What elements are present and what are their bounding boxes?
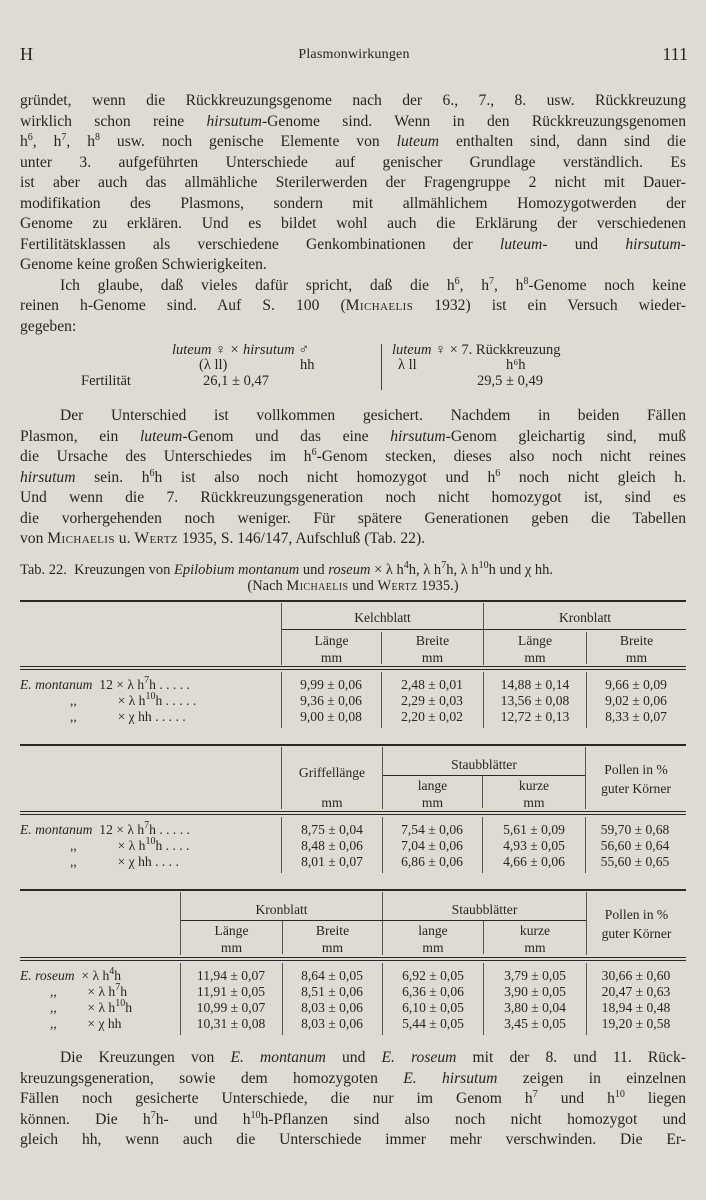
t2-group-staubblaetter: Staubblätter — [451, 757, 517, 772]
fertility-comparison — [20, 342, 686, 394]
t3-cell: 18,94 ± 0,48 — [601, 1000, 671, 1015]
text-line: gleich hh, wenn auch die Unterschiede immer mehr verschwinden. Die Er- — [20, 1131, 686, 1148]
t3-unit: mm — [321, 940, 344, 955]
cross-2-genome: λ ll — [398, 357, 417, 373]
t3-cell: 6,10 ± 0,05 — [402, 1000, 464, 1015]
t1-col-breite-2: Breite — [619, 633, 654, 648]
t2-cell: 59,70 ± 0,68 — [600, 822, 670, 837]
t1-cell: 9,00 ± 0,08 — [300, 709, 362, 724]
t3-cell: 8,51 ± 0,06 — [301, 984, 363, 999]
t2-cell: 6,86 ± 0,06 — [401, 854, 463, 869]
t2-cell: 8,75 ± 0,04 — [301, 822, 363, 837]
t3-unit: mm — [422, 940, 444, 955]
t3-cell: 3,90 ± 0,05 — [504, 984, 566, 999]
text-line: kreuzungsgeneration, sowie dem homozygoten E. hirsutum zeigen in einzelnen — [20, 1069, 687, 1087]
t1-group-kronblatt: Kronblatt — [558, 610, 612, 625]
t2-pollen-2: guter Körner — [601, 781, 671, 796]
t2-cell: 8,48 ± 0,06 — [301, 838, 363, 853]
t2-cell: 56,60 ± 0,64 — [600, 838, 670, 853]
t3-cell: 30,66 ± 0,60 — [601, 968, 671, 983]
text-line: unter 3. aufgeführten Unterschiede auf genischer Grundlage verständlich. Es — [20, 153, 686, 171]
t1-col-breite-1: Breite — [415, 633, 450, 648]
t3-unit: mm — [220, 940, 243, 955]
t1-unit: mm — [524, 650, 546, 665]
fertility-divider — [381, 344, 382, 390]
t2-cell: 5,61 ± 0,09 — [503, 822, 565, 837]
t1-cell: 13,56 ± 0,08 — [500, 693, 570, 708]
t3-cell: 6,92 ± 0,05 — [402, 968, 464, 983]
text-line: Die Kreuzungen von E. montanum und E. roseum mit der 8. und 11. Rück- — [60, 1049, 686, 1066]
running-header — [20, 44, 688, 68]
t1-cell: 12,72 ± 0,13 — [500, 709, 570, 724]
t3-cell: 3,79 ± 0,05 — [504, 968, 566, 983]
text-line: gründet, wenn die Rückkreuzungsgenome nach der 6., 7., 8. usw. Rückkreuzung — [20, 92, 686, 109]
t3-row-label: ,, × λ $h^7h$ — [50, 982, 128, 999]
text-line: können. Die $h^7h-$ und $h^{10}h$-Pflanzen sind also noch nicht homozygot und — [20, 1109, 686, 1128]
text-line: modifikation des Plasmons, sondern mit allmählichem Homozygotwerden der — [20, 194, 686, 212]
t3-cell: 20,47 ± 0,63 — [601, 984, 671, 999]
text-line: die Ursache des Unterschiedes im $h^6$-Genom stecken, dieses also noch nicht reines — [20, 447, 686, 465]
fertility-label: Fertilität — [81, 373, 131, 389]
t3-col-kurze: kurze — [519, 923, 551, 938]
t1-row-label: ,, × χ hh . . . . . — [70, 709, 186, 724]
paragraph-2 — [20, 276, 686, 338]
t3-row-label: ,, × λ $h^{10}h$ — [50, 998, 133, 1015]
t2-row-label: ,, × χ hh . . . . — [70, 854, 179, 869]
t3-col-lange: lange — [418, 923, 448, 938]
text-line: reinen h-Genome sind. Auf S. 100 (Michaelis 1932) ist ein Versuch wieder- — [20, 297, 686, 314]
t2-cell: 8,01 ± 0,07 — [301, 854, 363, 869]
text-line: Plasmon, ein luteum-Genom und das eine hirsutum-Genom gleichartig sind, muß — [20, 427, 686, 445]
t1-cell: 14,88 ± 0,14 — [500, 677, 570, 692]
t3-cell: 19,20 ± 0,58 — [601, 1016, 671, 1031]
t1-unit: mm — [625, 650, 648, 665]
t2-row-label: ,, × λ $h^{10}h$ . . . . — [70, 836, 190, 853]
t1-group-kelchblatt: Kelchblatt — [354, 610, 411, 625]
t2-row-label: E. montanum 12 × λ $h^7h$ . . . . . — [20, 820, 190, 837]
t3-cell: 8,64 ± 0,05 — [301, 968, 363, 983]
t3-pollen-1: Pollen in % — [604, 907, 669, 922]
t3-cell: 10,31 ± 0,08 — [196, 1016, 266, 1031]
text-line: Und wenn die 7. Rückkreuzungsgeneration noch nicht homozygot ist, sind es — [20, 489, 686, 506]
t1-cell: 9,02 ± 0,06 — [605, 693, 667, 708]
t2-cell: 7,04 ± 0,06 — [401, 838, 463, 853]
t3-cell: 3,45 ± 0,05 — [504, 1016, 566, 1031]
table-2 — [20, 742, 686, 882]
table-caption-line-2: (Nach Michaelis und Wertz 1935.) — [247, 578, 459, 594]
t3-row-label: E. roseum × λ $h^4h$ — [20, 966, 122, 983]
text-line: wirklich schon reine hirsutum-Genome sind. Wenn in den Rückkreuzungsgenomen — [20, 112, 686, 130]
paragraph-1 — [20, 91, 686, 276]
text-line: Fertilitätsklassen als verschiedene Genkombinationen der luteum- und hirsutum- — [20, 235, 686, 253]
text-line: Fällen noch gesicherte Unterschiede, die nur im Genom $h^7$ und $h^{10}$ liegen — [20, 1089, 686, 1107]
t3-cell: 10,99 ± 0,07 — [196, 1000, 266, 1015]
fertility-value-2: 29,5 ± 0,49 — [477, 373, 543, 389]
t1-row-label: ,, × λ $h^{10}h$ . . . . . — [70, 691, 197, 708]
table-3 — [20, 887, 686, 1037]
text-line: gegeben: — [20, 317, 77, 335]
t3-cell: 8,03 ± 0,06 — [301, 1016, 363, 1031]
paragraph-3 — [20, 406, 686, 550]
text-line: Der Unterschied ist vollkommen gesichert. Nachdem in beiden Fällen — [60, 407, 686, 424]
t3-cell: 3,80 ± 0,04 — [504, 1000, 566, 1015]
cross-2: luteum ♀ × 7. Rückkreuzung — [392, 342, 561, 358]
cross-2-hh: h⁶h — [506, 357, 526, 373]
t2-unit: mm — [523, 795, 545, 810]
t1-unit: mm — [421, 650, 444, 665]
t2-col-griffellaenge: Griffellänge — [298, 765, 366, 780]
text-line: Genome zu erklären. Und es bildet wohl auch die Erklärung der verschiedenen — [20, 215, 686, 232]
t2-col-kurze: kurze — [518, 778, 550, 793]
t2-pollen-1: Pollen in % — [604, 762, 668, 777]
cross-1: luteum ♀ × hirsutum ♂ — [172, 342, 310, 358]
t3-cell: 11,91 ± 0,05 — [196, 984, 266, 999]
t3-pollen-2: guter Körner — [601, 926, 672, 941]
text-line: Ich glaube, daß vieles dafür spricht, daß die $h^6$, $h^7$, $h^8$-Genome noch keine — [60, 275, 687, 294]
t2-unit: mm — [321, 795, 343, 810]
t3-cell: 11,94 ± 0,07 — [196, 968, 266, 983]
text-line: die vorhergehenden noch weniger. Für spätere Generationen geben die Tabellen — [20, 509, 686, 527]
t2-unit: mm — [421, 795, 444, 810]
table-caption-line-1: Tab. 22. Kreuzungen von Epilobium montanum und roseum × λ $h^4h$, λ $h^7h$, λ $h^{10}h$ und χ hh. — [20, 560, 554, 578]
t3-group-staubblaetter: Staubblätter — [451, 902, 518, 917]
t3-cell: 5,44 ± 0,05 — [402, 1016, 464, 1031]
cross-1-hh: hh — [300, 357, 315, 373]
t1-cell: 2,29 ± 0,03 — [401, 693, 463, 708]
text-line: ist aber auch das allmähliche Sterilerwerden der Fragengruppe 2 nicht mit Dauer- — [20, 174, 686, 191]
t3-group-kronblatt: Kronblatt — [255, 902, 308, 917]
paragraph-4 — [20, 1048, 686, 1151]
t3-col-breite: Breite — [315, 923, 350, 938]
t2-cell: 4,66 ± 0,06 — [503, 854, 565, 869]
header-title: Plasmonwirkungen — [298, 47, 410, 62]
cross-1-genome: (λ ll) — [199, 357, 228, 373]
t2-col-lange: lange — [417, 778, 448, 793]
fertility-value-1: 26,1 ± 0,47 — [203, 373, 269, 389]
text-line: $h^6$, $h^7$, $h^8$ usw. noch genische Elemente von luteum enthalten sind, dann sind die — [20, 132, 686, 150]
t1-cell: 9,66 ± 0,09 — [605, 677, 667, 692]
t2-cell: 55,60 ± 0,65 — [600, 854, 670, 869]
t3-col-laenge: Länge — [214, 923, 249, 938]
t1-cell: 9,36 ± 0,06 — [300, 693, 362, 708]
t3-cell: 8,03 ± 0,06 — [301, 1000, 363, 1015]
t3-row-label: ,, × χ hh — [50, 1016, 122, 1031]
page-number: 111 — [662, 44, 688, 64]
t3-unit: mm — [524, 940, 546, 955]
t3-cell: 6,36 ± 0,06 — [402, 984, 464, 999]
t1-col-laenge-2: Länge — [518, 633, 552, 648]
t1-cell: 8,33 ± 0,07 — [605, 709, 667, 724]
header-section-letter: H — [20, 44, 33, 64]
t1-cell: 2,20 ± 0,02 — [401, 709, 463, 724]
t1-unit: mm — [320, 650, 343, 665]
t2-cell: 7,54 ± 0,06 — [401, 822, 463, 837]
text-line: von Michaelis u. Wertz 1935, S. 146/147, Aufschluß (Tab. 22). — [20, 530, 426, 547]
text-line: hirsutum sein. $h^6h$ ist also noch nicht homozygot und $h^6$ noch nicht gleich h. — [20, 467, 686, 486]
t1-cell: 9,99 ± 0,06 — [300, 677, 362, 692]
t1-cell: 2,48 ± 0,01 — [401, 677, 463, 692]
t1-row-label: E. montanum 12 × λ $h^7h$ . . . . . — [20, 675, 190, 692]
t1-col-laenge-1: Länge — [314, 633, 349, 648]
table-1 — [20, 598, 686, 738]
t2-cell: 4,93 ± 0,05 — [503, 838, 565, 853]
text-line: Genome keine großen Schwierigkeiten. — [20, 256, 267, 273]
